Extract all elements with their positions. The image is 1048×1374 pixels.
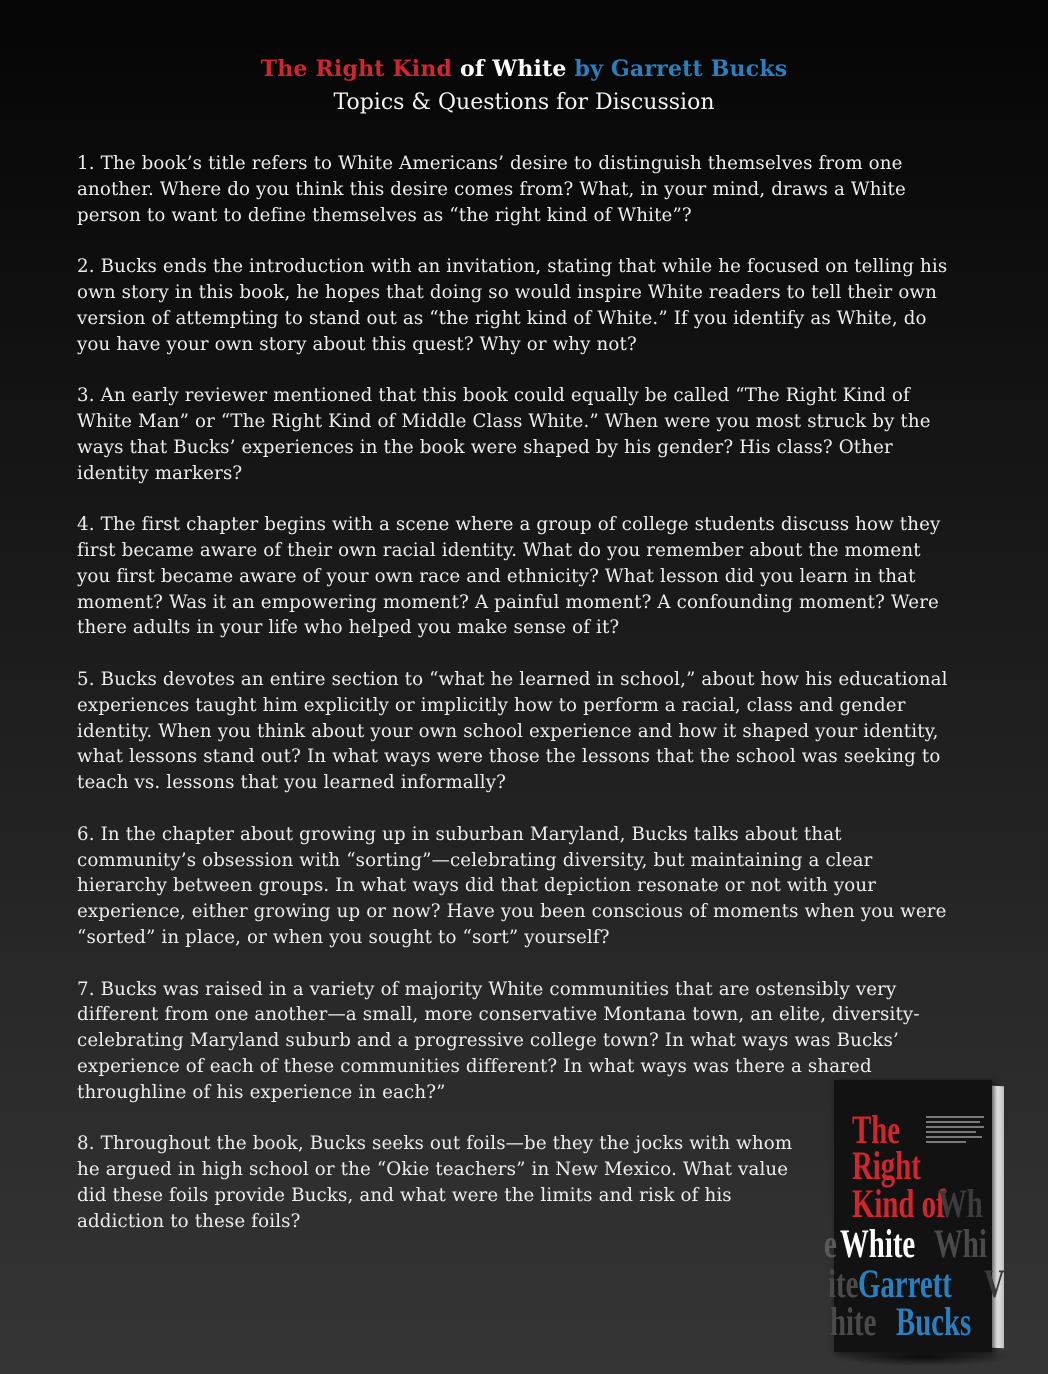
question-3: 3. An early reviewer mentioned that this book could equally be called “The Right Kind of White Man” or “The Right Kind of Middle Class White.” When were you most struck by the ways that Bucks’ experiences in the book were shaped by his gender? His class? Other identity markers? — [77, 385, 931, 484]
cover-word-bucks: Bucks — [896, 1299, 972, 1344]
cover-blurb-lines — [926, 1116, 986, 1162]
question-5: 5. Bucks devotes an entire section to “what he learned in school,” about how his educational experiences taught him explicitly or implicitly how to perform a racial, class and gender identity. When you think about your own school experience and how it shaped your identity, what lessons stand out? In what ways were those the lessons that the school was seeking to teach vs. lessons that you learned informally? — [77, 668, 948, 794]
cover-ghost-e: e — [824, 1221, 837, 1266]
questions-list — [77, 151, 957, 1260]
cover-ghost-hite: hite — [830, 1299, 877, 1344]
question-7: 7. Bucks was raised in a variety of majority White communities that are ostensibly very different from one another—a small, more conservative Montana town, an elite, diversity-celebrating Maryland suburb and a progressive college town? In what ways was Bucks’ experience of each of these communities different? In what ways was there a shared throughline of his experience in each?” — [77, 978, 920, 1103]
title-author-part: by Garrett Bucks — [574, 56, 788, 82]
cover-ghost-ite: ite — [828, 1261, 859, 1306]
book-pages-edge — [992, 1086, 1004, 1348]
title-red-part: The Right Kind — [260, 56, 453, 82]
question-8: 8. Throughout the book, Bucks seeks out foils—be they the jocks with whom he argued in high school or the “Okie teachers” in New Mexico. What value did these foils provide Bucks, and what were the limits and risk of his addiction to these foils? — [77, 1133, 793, 1232]
document-title — [0, 52, 1048, 86]
question-1: 1. The book’s title refers to White Americans’ desire to distinguish themselves from one another. Where do you think this desire comes from? What, in your mind, draws a White person to want to define themselves as “the right kind of White”? — [77, 153, 906, 226]
book-cover-image — [824, 1080, 1010, 1365]
question-2: 2. Bucks ends the introduction with an invitation, stating that while he focused on telling his own story in this book, he hopes that doing so would inspire White readers to tell their own version of attempting to stand out as “the right kind of White.” If you identify as White, do you have your own story about this quest? Why or why not? — [77, 256, 948, 355]
document-header — [0, 52, 1048, 120]
question-6: 6. In the chapter about growing up in suburban Maryland, Bucks talks about that community’s obsession with “sorting”—celebrating diversity, but maintaining a clear hierarchy between groups. In what ways did that depiction resonate or not with your experience, either growing up or now? Have you been conscious of moments when you were “sorted” in place, or when you sought to “sort” yourself? — [77, 823, 947, 948]
cover-word-kind-of: Kind of — [852, 1181, 946, 1226]
question-4: 4. The first chapter begins with a scene where a group of college students discuss how they first became aware of their own racial identity. What do you remember about the moment you first became aware of your own race and ethnicity? What lesson did you learn in that moment? Was it an empowering moment? A painful moment? A confounding moment? Were there adults in your life who helped you make sense of it? — [77, 514, 941, 639]
book-front-cover — [824, 1080, 1005, 1352]
title-white-part: of White — [460, 56, 567, 82]
cover-ghost-wh: Wh — [938, 1181, 983, 1226]
cover-word-white: White — [840, 1221, 916, 1266]
cover-word-the: The — [852, 1107, 901, 1152]
cover-word-right: Right — [852, 1143, 921, 1188]
cover-ghost-whi: Whi — [934, 1221, 987, 1266]
cover-ghost-v: V — [984, 1261, 1005, 1306]
document-subtitle: Topics & Questions for Discussion — [333, 90, 715, 115]
cover-word-garrett: Garrett — [858, 1261, 952, 1306]
